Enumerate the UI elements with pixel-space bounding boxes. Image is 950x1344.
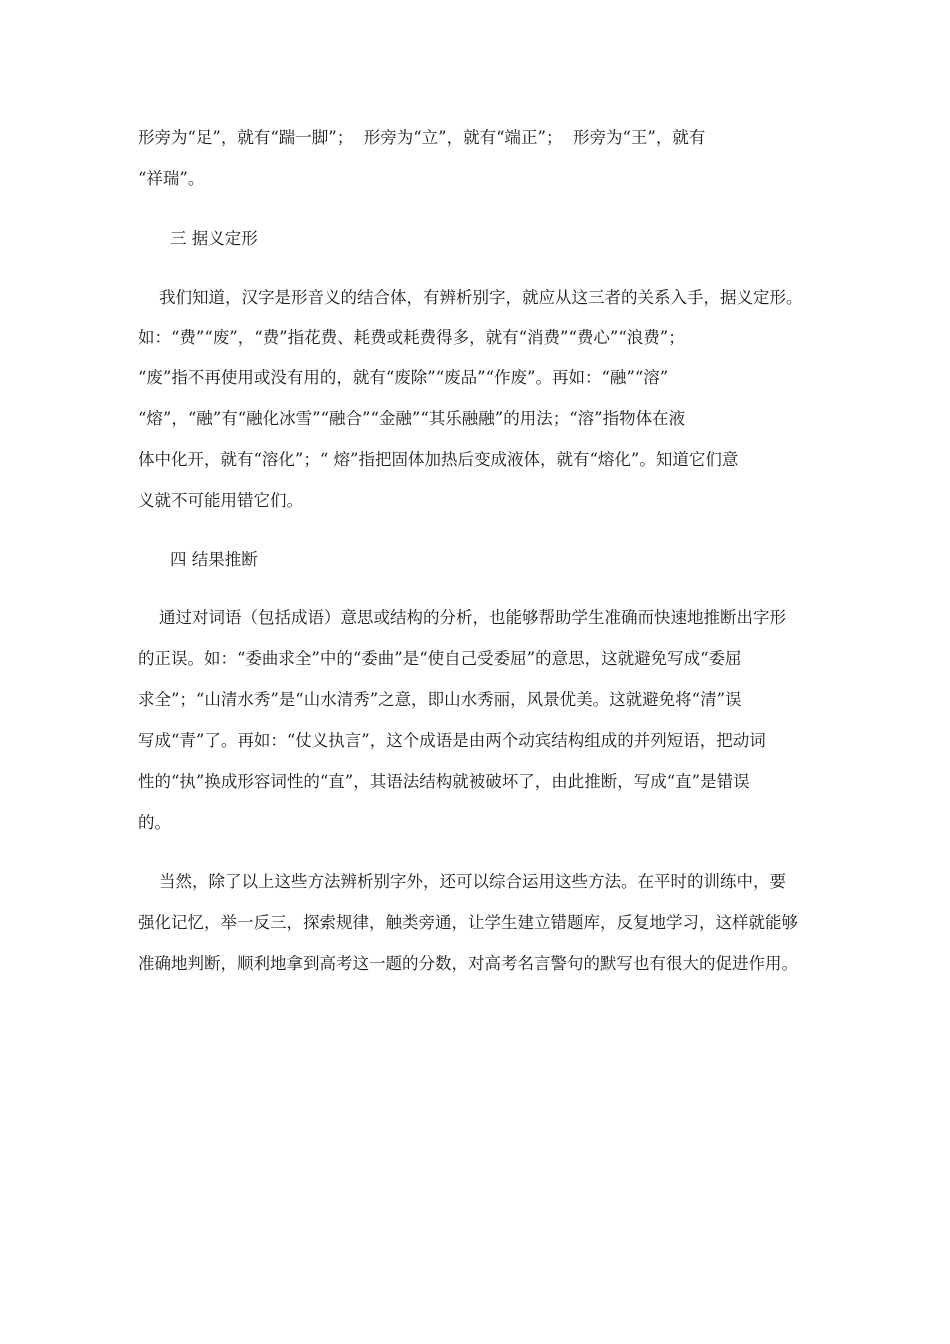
section4-line-4: 写成“青”了。再如：“仗义执言”，这个成语是由两个动宾结构组成的并列短语，把动词 <box>138 731 766 750</box>
section4-line-1: 通过对词语（包括成语）意思或结构的分析，也能够帮助学生准确而快速地推断出字形 <box>138 608 786 627</box>
section3-line-1: 我们知道，汉字是形音义的结合体，有辨析别字，就应从这三者的关系入手，据义定形。 <box>138 288 803 307</box>
section3-line-5: 体中化开，就有“溶化”；“ 熔”指把固体加热后变成液体，就有“熔化”。知道它们意 <box>138 450 739 469</box>
section4-line-6: 的。 <box>138 813 171 832</box>
intro-line-1: 形旁为“足”，就有“踹一脚”； 形旁为“立”，就有“端正”； 形旁为“王”，就有 <box>138 128 706 147</box>
conclusion-line-3: 准确地判断，顺利地拿到高考这一题的分数，对高考名言警句的默写也有很大的促进作用。 <box>138 954 798 973</box>
section3-line-4: “熔”，“融”有“融化冰雪”“融合”“金融”“其乐融融”的用法；“溶”指物体在液 <box>138 409 686 428</box>
section3-line-3: “废”指不再使用或没有用的，就有“废除”“废品”“作废”。再如：“融”“溶” <box>138 368 669 387</box>
section-heading-4: 四 结果推断 <box>170 550 258 569</box>
section-heading-3: 三 据义定形 <box>170 229 258 248</box>
section3-line-6: 义就不可能用错它们。 <box>138 491 303 510</box>
conclusion-line-2: 强化记忆，举一反三，探索规律，触类旁通，让学生建立错题库，反复地学习，这样就能够 <box>138 913 798 932</box>
conclusion-line-1: 当然，除了以上这些方法辨析别字外，还可以综合运用这些方法。在平时的训练中，要 <box>138 872 786 891</box>
section4-line-5: 性的“执”换成形容词性的“直”，其语法结构就被破坏了，由此推断，写成“直”是错误 <box>138 772 750 791</box>
section3-line-2: 如：“费”“废”，“费”指花费、耗费或耗费得多，就有“消费”“费心”“浪费”； <box>138 328 685 347</box>
section4-line-2: 的正误。如：“委曲求全”中的“委曲”是“使自己受委屈”的意思，这就避免写成“委屈 <box>138 649 742 668</box>
intro-line-2: “祥瑞”。 <box>138 169 205 188</box>
section4-line-3: 求全”；“山清水秀”是“山水清秀”之意，即山水秀丽，风景优美。这就避免将“清”误 <box>138 690 742 709</box>
